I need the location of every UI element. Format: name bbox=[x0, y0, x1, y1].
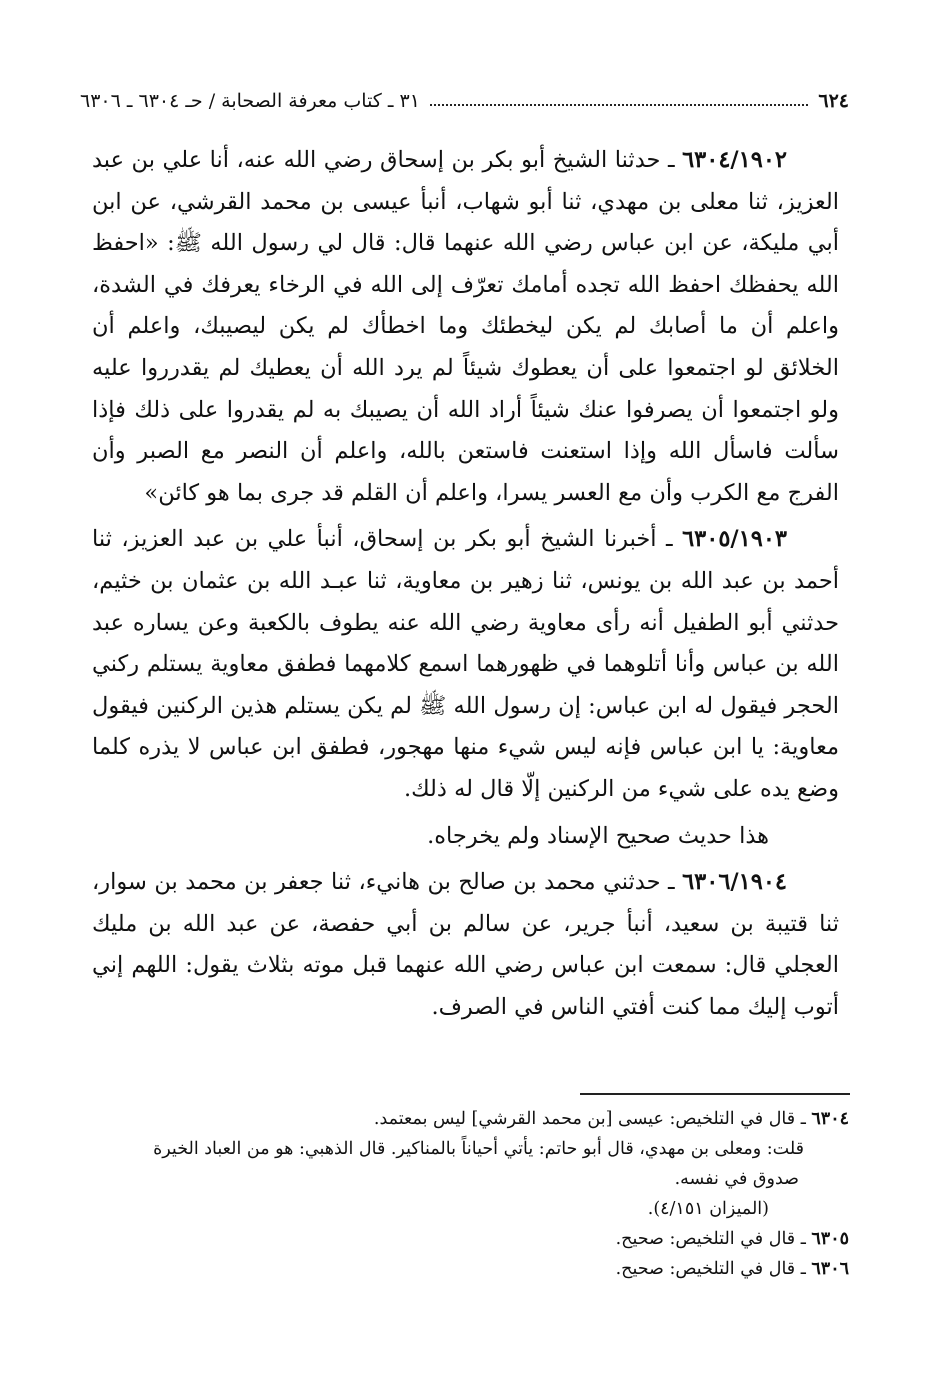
hadith-paragraph bbox=[92, 140, 839, 514]
footnotes bbox=[92, 1104, 849, 1284]
running-header bbox=[80, 84, 849, 118]
footnote bbox=[92, 1254, 849, 1284]
footnote-text: ـ قال في التلخيص: صحيح. bbox=[615, 1259, 812, 1279]
footnote bbox=[92, 1134, 849, 1164]
footnote-text: صدوق في نفسه. bbox=[674, 1169, 799, 1189]
footnote-text: ـ قال في التلخيص: صحيح. bbox=[615, 1229, 812, 1249]
hadith-text: ـ أخبرنا الشيخ أبو بكر بن إسحاق، أنبأ علي بن عبد العزيز، ثنا أحمد بن عبد الله بن يونس، ثنا زهير بن معاوية، ثنا عبـد الله بن عثمان بن خثيم، حدثني أبو الطفيل أنه رأى معاوية رضي الله عنه يطوف بالكعبة وعن يساره عبد الله بن عباس وأنا أتلوهما في ظهورهما اسمع كلامهما فطفق معاوية يستلم ركني الحجر فيقول له ابن عباس: إن رسول الله ﷺ لم يكن يستلم هذين الركنين فيقول معاوية: يا ابن عباس فإنه ليس شيء منها مهجور، فطفق ابن عباس لا يذره كلما وضع يده على شيء من الركنين إلّا قال له ذلك. bbox=[92, 526, 839, 802]
hadith-paragraph bbox=[92, 862, 839, 1028]
footnote bbox=[92, 1224, 849, 1254]
hadith-number: ٦٣٠٤/١٩٠٢ bbox=[682, 147, 787, 173]
footnote-text: ـ قال في التلخيص: عيسى [بن محمد القرشي] ليس بمعتمد. bbox=[373, 1109, 812, 1129]
footnote-number: ٦٣٠٤ bbox=[811, 1109, 849, 1129]
hadith-text: ـ حدثنا الشيخ أبو بكر بن إسحاق رضي الله عنه، أنا علي بن عبد العزيز، ثنا معلى بن مهدي، ثنا أبو شهاب، أنبأ عيسى بن محمد القرشي، عن ابن أبي مليكة، عن ابن عباس رضي الله عنهما قال: قال لي رسول الله ﷺ: «احفظ الله يحفظك احفظ الله تجده أمامك تعرّف إلى الله في الرخاء يعرفك في الشدة، واعلم أن ما أصابك لم يكن ليخطئك وما اخطأك لم يكن ليصيبك، واعلم أن الخلائق لو اجتمعوا على أن يعطوك شيئاً لم يرد الله أن يعطيك لم يقدرروا عليه ولو اجتمعوا أن يصرفوا عنك شيئاً أراد الله أن يصيبك به لم يقدروا على ذلك فإذا سألت فاسأل الله وإذا استعنت فاستعن بالله، واعلم أن النصر مع الصبر وأن الفرج مع الكرب وأن مع العسر يسرا، واعلم أن القلم قد جرى بما هو كائن» bbox=[92, 147, 839, 506]
footnote bbox=[92, 1104, 849, 1134]
main-text bbox=[92, 140, 839, 1033]
page-number: ٦٢٤ bbox=[818, 90, 849, 112]
running-title: ٣١ ـ كتاب معرفة الصحابة / حـ ٦٣٠٤ ـ ٦٣٠٦ bbox=[80, 90, 420, 112]
footnote-text: (الميزان ٤/١٥١). bbox=[647, 1199, 769, 1219]
hadith-number: ٦٣٠٦/١٩٠٤ bbox=[682, 869, 787, 896]
footnote-number: ٦٣٠٥ bbox=[811, 1229, 849, 1249]
footnote bbox=[92, 1164, 849, 1194]
hadith-number: ٦٣٠٥/١٩٠٣ bbox=[682, 526, 787, 553]
authenticity-note: هذا حديث صحيح الإسناد ولم يخرجاه. bbox=[427, 822, 769, 849]
footnote-text: قلت: ومعلى بن مهدي، قال أبو حاتم: يأتي أحياناً بالمناكير. قال الذهبي: هو من العباد الخيرة bbox=[153, 1139, 804, 1159]
footnote-number: ٦٣٠٦ bbox=[811, 1259, 849, 1279]
footnote-separator bbox=[580, 1093, 850, 1095]
header-dot-leader bbox=[430, 104, 808, 106]
hadith-text: ـ حدثني محمد بن صالح بن هانيء، ثنا جعفر بن محمد بن سوار، ثنا قتيبة بن سعيد، أنبأ جرير، عن سالم بن أبي حفصة، عن عبد الله بن مليك العجلي قال: سمعت ابن عباس رضي الله عنهما قبل موته بثلاث يقول: اللهم إني أتوب إليك مما كنت أفتي الناس في الصرف. bbox=[92, 869, 839, 1020]
hadith-paragraph bbox=[92, 519, 839, 810]
footnote bbox=[92, 1194, 849, 1224]
